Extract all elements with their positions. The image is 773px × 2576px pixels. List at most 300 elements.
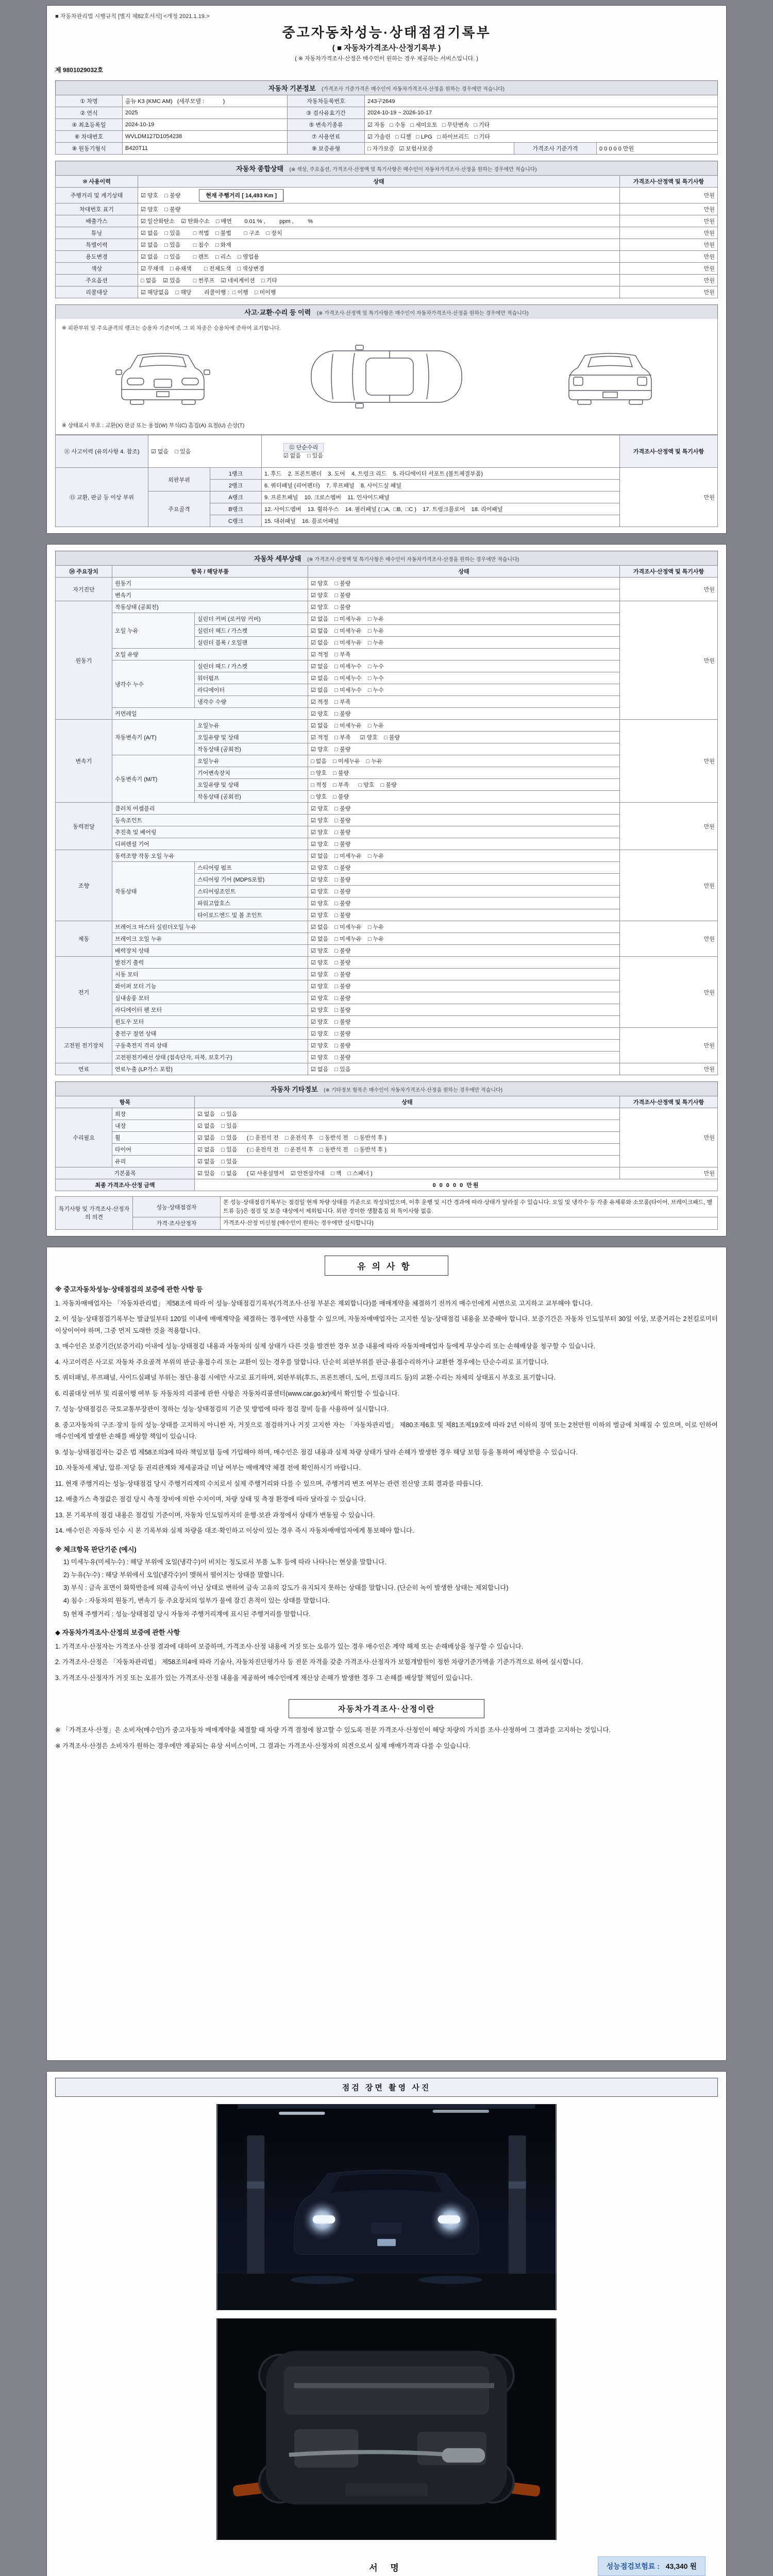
detail-item-state[interactable]: ☑ 없음 □ 미세누유 □ 누유 bbox=[308, 613, 620, 625]
detail-row bbox=[56, 589, 718, 601]
etc-row bbox=[56, 1144, 718, 1156]
detail-row bbox=[56, 862, 718, 874]
detail-item-label: 커먼레일 bbox=[112, 708, 308, 720]
summary-row bbox=[56, 227, 718, 239]
notice-item: 10. 자동차세 체납, 압류·저당 등 권리관계와 제세공과금 미납 여부는 매매계약 체결 전에 확인하시기 바랍니다. bbox=[55, 1464, 361, 1471]
detail-group-price: 만원 bbox=[620, 957, 718, 1028]
notice-item: 8. 중고자동차의 구조·장치 등의 성능·상태를 고지하지 아니한 자, 거짓으로 점검하거나 거짓 고지한 자는 「자동차관리법」 제80조제6호 및 제81조제19호에 따라 2년 이하의 징역 또는 2천만원 이하의 벌금에 처해질 수 있으며, 이로 인하여 매수인에게 발생한 손해를 배상할 책임이 있습니다. bbox=[55, 1421, 718, 1440]
summary-item-price: 만원 bbox=[620, 286, 718, 298]
panel-notices bbox=[46, 1247, 727, 2061]
plate-number-value: 243구2649 bbox=[365, 95, 718, 107]
detail-row bbox=[56, 945, 718, 957]
car-diagrams bbox=[61, 335, 712, 418]
detail-group-price: 만원 bbox=[620, 1028, 718, 1063]
rankB-items: 12. 사이드멤버 13. 휠하우스 14. 필러패널 ( □A, □B, □C ) 17. 트렁크플로어 18. 리어패널 bbox=[262, 503, 620, 515]
exchange-panel-label: ⑬ 교환, 판금 등 이상 부위 bbox=[56, 468, 148, 527]
detail-item-state[interactable]: ☑ 없음 □ 미세누수 □ 누수 bbox=[308, 660, 620, 672]
etc-info-table bbox=[55, 1096, 718, 1191]
appraisal-definition-lines bbox=[55, 1724, 718, 1752]
detail-item-state[interactable]: ☑ 양호 □ 불량 bbox=[308, 969, 620, 980]
notice-item: 12. 배출가스 측정값은 점검 당시 측정 장비에 의한 수치이며, 차량 상태 및 측정 환경에 따라 달라질 수 있습니다. bbox=[55, 1496, 366, 1503]
etc-item-state[interactable]: ☑ 없음 □ 있음 bbox=[195, 1108, 620, 1120]
first-registration-value: 2024-10-19 bbox=[123, 119, 288, 131]
section-etc-title: 자동차 기타정보 bbox=[270, 1086, 318, 1093]
detail-item-state[interactable]: ☑ 양호 □ 불량 bbox=[308, 826, 620, 838]
state-mark-legend: ※ 상태표시 부호 : 교환(X) 판금 또는 용접(W) 부식(C) 흠집(A) 요철(U) 손상(T) bbox=[62, 422, 245, 429]
detail-item-state[interactable]: ☑ 적정 □ 부족 bbox=[308, 649, 620, 660]
detail-device-label: 동력전달 bbox=[56, 803, 112, 850]
basic-items-label: 기본품목 bbox=[56, 1167, 195, 1179]
etc-row bbox=[56, 1156, 718, 1167]
detail-subitem-label: 오일누유 bbox=[195, 755, 308, 767]
summary-item-state[interactable]: ☑ 양호 □ 불량 현재 주행거리 [ 14,493 Km ] bbox=[138, 188, 620, 204]
notice-price-item: 2. 가격조사·산정은 「자동차관리법」 제58조의4에 따라 기술사, 자동차진단평가사 등 전문 자격을 갖춘 가격조사·산정자가 보험개발원이 정한 차량기준가액을 기준가격으로 하여 실시합니다. bbox=[55, 1658, 583, 1666]
accident-history-state[interactable]: ☑ 없음 □ 있음 bbox=[148, 435, 262, 468]
etc-item-state[interactable]: ☑ 없음 □ 있음 ( □ 운전석 전 □ 운전석 후 □ 동반석 전 □ 동반석 후 ) bbox=[195, 1144, 620, 1156]
panel-main-info bbox=[46, 5, 727, 534]
detail-device-label: 전기 bbox=[56, 957, 112, 1028]
notice-item: 2. 이 성능·상태점검기록부는 발급일부터 120일 이내에 매매계약을 체결하는 경우에만 사용할 수 있으며, 자동차매매업자는 고지한 성능·상태점검 내용을 보증해야 합니다. 보증기간은 자동차 인도일부터 30일 이상, 보증거리는 2천킬로미터 이상이어야 하며, 그중 먼저 도래한 것을 적용합니다. bbox=[55, 1315, 718, 1334]
detail-item-state[interactable]: ☑ 없음 □ 미세누유 □ 누유 bbox=[308, 625, 620, 637]
detail-item-state[interactable]: ☑ 양호 □ 불량 bbox=[308, 862, 620, 874]
detail-item-state[interactable]: ☑ 없음 □ 미세누유 □ 누유 bbox=[308, 637, 620, 649]
summary-row bbox=[56, 263, 718, 275]
detail-subitem-label: 스티어링조인트 bbox=[195, 886, 308, 897]
basic-row-year bbox=[56, 107, 718, 119]
rank1-name: 1랭크 bbox=[210, 468, 262, 480]
fuel-label: ⑦ 사용연료 bbox=[288, 131, 365, 143]
basic-row-engine bbox=[56, 143, 718, 155]
detail-item-state[interactable]: □ 없음 □ 미세누유 □ 누유 bbox=[308, 755, 620, 767]
detail-item-label: 고전원전기배선 상태 (접속단자, 피복, 보호기구) bbox=[112, 1052, 308, 1063]
section-overall-title: 자동차 종합상태 bbox=[236, 165, 283, 173]
accident-price-value: 만원 bbox=[620, 468, 718, 527]
detail-state-header: 상태 bbox=[308, 566, 620, 578]
detail-group-price: 만원 bbox=[620, 601, 718, 720]
detail-subitem-label: 오일유량 및 상태 bbox=[195, 732, 308, 743]
current-mileage-box: 현재 주행거리 [ 14,493 Km ] bbox=[199, 189, 283, 201]
detail-item-state[interactable]: ☑ 없음 □ 있음 bbox=[308, 1063, 620, 1075]
detail-item-label: 수동변속기 (M/T) bbox=[112, 755, 195, 803]
transmission-checkboxes[interactable]: ☑ 자동 □ 수동 □ 세미오토 □ 무단변속 □ 기타 bbox=[365, 119, 718, 131]
summary-item-label: 색상 bbox=[56, 263, 138, 275]
transmission-label: ⑤ 변속기종류 bbox=[288, 119, 365, 131]
etc-row bbox=[56, 1132, 718, 1144]
detail-row bbox=[56, 969, 718, 980]
outer-panel-label: 외판부위 bbox=[148, 468, 210, 492]
summary-item-price: 만원 bbox=[620, 275, 718, 286]
summary-item-label: 배출가스 bbox=[56, 215, 138, 227]
detail-item-state[interactable]: ☑ 양호 □ 불량 bbox=[308, 1028, 620, 1040]
notice-check-item: 4) 침수 : 자동차의 원동기, 변속기 등 주요장치의 일부가 물에 잠긴 흔적이 있는 상태를 말합니다. bbox=[63, 1597, 330, 1605]
notice-item: 11. 현재 주행거리는 성능·상태점검 당시 주행거리계의 수치로서 실제 주행거리와 다를 수 있으며, 주행거리 변조 여부는 관련 전산망 조회 결과를 따릅니다. bbox=[55, 1480, 483, 1487]
notice-item-list bbox=[55, 1298, 718, 1537]
inspection-period-value: 2024-10-19 ~ 2026-10-17 bbox=[365, 107, 718, 119]
detail-subitem-label: 타이로드엔드 및 볼 조인트 bbox=[195, 909, 308, 921]
detail-row bbox=[56, 992, 718, 1004]
detail-item-label: 추진축 및 베어링 bbox=[112, 826, 308, 838]
detail-item-label: 충전구 절연 상태 bbox=[112, 1028, 308, 1040]
detail-item-state[interactable]: ☑ 적정 □ 부족 ☑ 양호 □ 불량 bbox=[308, 732, 620, 743]
etc-group-price: 만원 bbox=[620, 1108, 718, 1167]
base-price-label: 가격조사 기준가격 bbox=[514, 143, 597, 155]
detail-item-state[interactable]: ☑ 양호 □ 불량 bbox=[308, 803, 620, 815]
section-accident-note: (※ 가격조사·산정액 및 특기사항은 매수인이 자동차가격조사·산정을 원하는 경우에만 적습니다) bbox=[316, 311, 529, 316]
detail-item-state[interactable]: ☑ 양호 □ 불량 bbox=[308, 589, 620, 601]
warranty-type-label: ⑨ 보증유형 bbox=[288, 143, 365, 155]
detail-row bbox=[56, 921, 718, 933]
detail-subitem-label: 오일누유 bbox=[195, 720, 308, 732]
rankC-name: C랭크 bbox=[210, 515, 262, 527]
first-registration-label: ④ 최초등록일 bbox=[56, 119, 123, 131]
rankC-items: 15. 대쉬패널 16. 플로어패널 bbox=[262, 515, 620, 527]
detail-item-label: 시동 모터 bbox=[112, 969, 308, 980]
detail-item-state[interactable]: ☑ 양호 □ 불량 bbox=[308, 578, 620, 589]
summary-item-price: 만원 bbox=[620, 263, 718, 275]
detail-subitem-label: 스티어링 펌프 bbox=[195, 862, 308, 874]
summary-item-price: 만원 bbox=[620, 204, 718, 215]
detail-row bbox=[56, 826, 718, 838]
etc-item-label: 타이어 bbox=[112, 1144, 195, 1156]
notice-item: 4. 사고이력은 사고로 자동차 주요골격 부위의 판금·용접수리 또는 교환이 있는 경우를 말합니다. 단순히 외판부위를 판금·용접수리하거나 교환한 경우에는 단순수리로 표기합니다. bbox=[55, 1358, 549, 1366]
notices-title: 유의사항 bbox=[325, 1256, 448, 1276]
repair-needed-label: 수리필요 bbox=[56, 1108, 112, 1167]
etc-item-state[interactable]: ☑ 없음 □ 있음 bbox=[195, 1120, 620, 1132]
notice-item: 13. 본 기록부의 점검 내용은 점검일 기준이며, 자동차 인도일까지의 운행·보관 과정에서 상태가 변동될 수 있습니다. bbox=[55, 1511, 375, 1519]
detail-item-state[interactable]: ☑ 없음 □ 미세누유 □ 누유 bbox=[308, 921, 620, 933]
plate-number-label: 자동차등록번호 bbox=[288, 95, 365, 107]
etc-row bbox=[56, 1108, 718, 1120]
detail-item-label: 등속조인트 bbox=[112, 815, 308, 826]
car-top-diagram bbox=[304, 341, 469, 413]
detail-subitem-label: 오일유량 및 상태 bbox=[195, 779, 308, 791]
rankA-name: A랭크 bbox=[210, 492, 262, 503]
notice-item: 14. 매수인은 자동차 인수 시 본 기록부와 실제 차량을 대조·확인하고 이상이 있는 경우 즉시 자동차매매업자에게 통보해야 합니다. bbox=[55, 1527, 414, 1534]
detail-row bbox=[56, 1028, 718, 1040]
notice-check-item: 5) 현재 주행거리 : 성능·상태점검 당시 자동차 주행거리계에 표시된 주행거리를 말합니다. bbox=[63, 1610, 311, 1618]
section-basic-info bbox=[55, 80, 718, 95]
basic-items-state[interactable]: ☑ 있음 □ 없음 ( ☑ 사용설명서 ☑ 안전삼각대 □ 잭 □ 스패너 ) bbox=[195, 1167, 620, 1179]
appraiser-label: 가격·조사산정자 bbox=[133, 1217, 221, 1230]
summary-item-price: 만원 bbox=[620, 239, 718, 251]
detail-item-state[interactable]: ☑ 양호 □ 불량 bbox=[308, 1052, 620, 1063]
detail-item-state[interactable]: ☑ 양호 □ 불량 bbox=[308, 1040, 620, 1052]
summary-row bbox=[56, 215, 718, 227]
detail-item-state[interactable]: ☑ 양호 □ 불량 bbox=[308, 957, 620, 969]
special-notes-table bbox=[55, 1196, 718, 1230]
document-page bbox=[46, 0, 727, 2576]
panel-photos bbox=[46, 2071, 727, 2576]
detail-item-state[interactable]: ☑ 양호 □ 불량 bbox=[308, 1004, 620, 1016]
appraisal-definition-title: 자동차가격조사·산정이란 bbox=[289, 1699, 484, 1718]
detail-item-state[interactable]: ☑ 양호 □ 불량 bbox=[308, 980, 620, 992]
detail-item-state[interactable]: □ 양호 □ 불량 bbox=[308, 767, 620, 779]
simple-repair-state[interactable]: ☑ 없음 □ 있음 bbox=[283, 453, 324, 459]
summary-item-state[interactable]: ☑ 없음 □ 있음 □ 침수 □ 화재 bbox=[138, 239, 620, 251]
notice-check-item: 2) 누유(누수) : 해당 부위에서 오일(냉각수)이 맺혀서 떨어지는 상태를 말합니다. bbox=[63, 1571, 284, 1579]
notice-item: 9. 성능·상태점검자는 같은 법 제58조의3에 따라 책임보험 등에 가입해야 하며, 매수인은 점검 내용과 실제 차량 상태가 달라 손해가 발생한 경우 해당 보험 등을 통하여 배상받을 수 있습니다. bbox=[55, 1448, 578, 1456]
section-overall-state bbox=[55, 161, 718, 175]
signature-label: 서 명 bbox=[369, 2563, 404, 2573]
summary-item-state[interactable]: ☑ 없음 □ 있음 □ 렌트 □ 리스 □ 영업용 bbox=[138, 251, 620, 263]
detail-item-label: 라디에이터 팬 모터 bbox=[112, 1004, 308, 1016]
detail-item-label: 윈도우 모터 bbox=[112, 1016, 308, 1028]
summary-item-label: 리콜대상 bbox=[56, 286, 138, 298]
detail-item-label: 작동상태 (공회전) bbox=[112, 601, 308, 613]
notice-price-item: 1. 가격조사·산정자는 가격조사·산정 결과에 대하여 보증하며, 가격조사·산정 내용에 거짓 또는 오류가 있는 경우 매수인은 계약 해제 또는 손해배상을 청구할 수 있습니다. bbox=[55, 1642, 524, 1650]
detail-row bbox=[56, 838, 718, 850]
etc-item-state[interactable]: ☑ 없음 □ 있음 bbox=[195, 1156, 620, 1167]
etc-header-row bbox=[56, 1096, 718, 1108]
rank-row-1 bbox=[56, 468, 718, 480]
detail-item-state[interactable]: ☑ 양호 □ 불량 bbox=[308, 992, 620, 1004]
detail-item-state[interactable]: ☑ 양호 □ 불량 bbox=[308, 909, 620, 921]
appraisal-warranty-list bbox=[55, 1641, 718, 1684]
rank2-name: 2랭크 bbox=[210, 480, 262, 492]
inspector-comment: 본 성능·상태점검기록부는 점검일 현재 차량 상태를 기준으로 작성되었으며, 이후 운행 및 시간 경과에 따라 상태가 달라질 수 있습니다. 오일 및 냉각수 등 각종 유체류와 소모품(타이어, 브레이크패드, 벨트류 등)은 점검 및 보증 대상에서 제외됩니다. 외판 경미한 생활흠집 외 특이사항 없음. bbox=[221, 1197, 718, 1217]
summary-item-label: 특별이력 bbox=[56, 239, 138, 251]
detail-item-state[interactable]: ☑ 양호 □ 불량 bbox=[308, 1016, 620, 1028]
insurance-fee-label: 성능점검보험료 : bbox=[606, 2562, 660, 2570]
detail-row bbox=[56, 850, 718, 862]
summary-item-state[interactable]: ☑ 일산화탄소 ☑ 탄화수소 □ 매연 0.01 % , ppm , % bbox=[138, 215, 620, 227]
inspection-photo-front bbox=[216, 2104, 557, 2310]
detail-group-price: 만원 bbox=[620, 850, 718, 921]
usage-history-header: ⑩ 사용이력 bbox=[56, 176, 138, 188]
document-title: 중고자동차성능·상태점검기록부 bbox=[282, 25, 491, 40]
detail-subitem-label: 작동상태 (공회전) bbox=[195, 743, 308, 755]
detail-row bbox=[56, 815, 718, 826]
detail-row bbox=[56, 613, 718, 625]
appraisal-note-line: ※ 가격조사·산정은 소비자가 원하는 경우에만 제공되는 유상 서비스이며, 그 결과는 가격조사·산정자의 의견으로서 실제 매매가격과 다를 수 있습니다. bbox=[55, 1742, 470, 1750]
inspection-period-label: ③ 검사유효기간 bbox=[288, 107, 365, 119]
panel-detail-state bbox=[46, 544, 727, 1236]
detail-row bbox=[56, 1063, 718, 1075]
etc-row bbox=[56, 1120, 718, 1132]
final-price-row bbox=[56, 1179, 718, 1191]
detail-row bbox=[56, 1004, 718, 1016]
notice-item: 6. 리콜대상 여부 및 리콜이행 여부 등 자동차의 리콜에 관한 사항은 자동차리콜센터(www.car.go.kr)에서 확인할 수 있습니다. bbox=[55, 1389, 399, 1397]
detail-group-price: 만원 bbox=[620, 921, 718, 957]
detail-item-label: 와이퍼 모터 기능 bbox=[112, 980, 308, 992]
detail-item-state[interactable]: □ 적정 □ 부족 □ 양호 □ 불량 bbox=[308, 779, 620, 791]
detail-item-label: 클러치 어셈블리 bbox=[112, 803, 308, 815]
rankB-name: B랭크 bbox=[210, 503, 262, 515]
simple-repair-cell[interactable] bbox=[262, 435, 620, 468]
etc-item-label: 내장 bbox=[112, 1120, 195, 1132]
notice-price-item: 3. 가격조사·산정자가 거짓 또는 오류가 있는 가격조사·산정 내용을 제공하여 매수인에게 재산상 손해가 발생한 경우 그 손해를 배상할 책임이 있습니다. bbox=[55, 1674, 473, 1682]
summary-row bbox=[56, 251, 718, 263]
main-frame-label: 주요골격 bbox=[148, 492, 210, 527]
engine-type-value: B420T11 bbox=[123, 143, 288, 155]
section-accident-history bbox=[55, 304, 718, 319]
summary-item-price: 만원 bbox=[620, 227, 718, 239]
detail-subitem-label: 실린더 헤드 / 가스켓 bbox=[195, 625, 308, 637]
detail-row bbox=[56, 649, 718, 660]
detail-subitem-label: 냉각수 수량 bbox=[195, 696, 308, 708]
photo-section-title: 점검 장면 촬영 사진 bbox=[55, 2078, 718, 2097]
detail-item-label: 구동축전지 격리 상태 bbox=[112, 1040, 308, 1052]
basic-info-table bbox=[55, 95, 718, 155]
etc-price-header: 가격조사·산정액 및 특기사항 bbox=[620, 1096, 718, 1108]
item-header: 항목 / 해당부품 bbox=[112, 566, 308, 578]
section-accident-title: 사고·교환·수리 등 이력 bbox=[244, 309, 311, 316]
detail-item-label: 연료누출 (LP가스 포함) bbox=[112, 1063, 308, 1075]
inspector-label: 성능·상태점검자 bbox=[133, 1197, 221, 1217]
overall-state-table bbox=[55, 175, 718, 298]
notice-check-item: 1) 미세누유(미세누수) : 해당 부위에 오일(냉각수)이 비치는 정도로서 부품 노후 등에 따라 나타나는 현상을 말합니다. bbox=[63, 1558, 386, 1566]
signature-area bbox=[55, 2553, 718, 2576]
detail-row bbox=[56, 708, 718, 720]
etc-item-label: 외장 bbox=[112, 1108, 195, 1120]
section-basic-note: (가격조사 기준가격은 매수인이 자동차가격조사·산정을 원하는 경우에만 적습니다) bbox=[322, 87, 505, 92]
detail-row bbox=[56, 933, 718, 945]
detail-row bbox=[56, 660, 718, 672]
accident-history-label: ⑪ 사고이력 (유의사항 4. 참조) bbox=[56, 435, 148, 468]
engine-type-label: ⑧ 원동기형식 bbox=[56, 143, 123, 155]
detail-subitem-label: 파워고압호스 bbox=[195, 897, 308, 909]
notice-check-item: 3) 부식 : 금속 표면이 화학반응에 의해 금속이 아닌 상태로 변하여 금속 고유의 강도가 유지되지 못하는 상태를 말합니다. (단순히 녹이 발생한 상태는 제외합니다) bbox=[63, 1584, 509, 1591]
section-detail-title: 자동차 세부상태 bbox=[254, 555, 301, 563]
warranty-type-checkboxes[interactable]: □ 자가보증 ☑ 보험사보증 bbox=[365, 143, 514, 155]
detail-item-state[interactable]: ☑ 없음 □ 미세누수 □ 누수 bbox=[308, 672, 620, 684]
detail-row bbox=[56, 1016, 718, 1028]
detail-item-label: 실내송풍 모터 bbox=[112, 992, 308, 1004]
form-reference: ■ 자동차관리법 시행규칙 [별지 제82호서식] <개정 2021.1.19.> bbox=[55, 13, 210, 20]
check-criteria-list bbox=[55, 1557, 718, 1620]
state-header: 상태 bbox=[138, 176, 620, 188]
summary-item-state[interactable]: ☑ 무채색 □ 유채색 □ 전체도색 □ 색상변경 bbox=[138, 263, 620, 275]
car-diagram-area bbox=[55, 319, 718, 435]
basic-row-vin bbox=[56, 131, 718, 143]
detail-item-state[interactable]: ☑ 양호 □ 불량 bbox=[308, 897, 620, 909]
final-price-value: 0 0 0 0 0 만원 bbox=[195, 1179, 718, 1191]
summary-item-state[interactable]: ☑ 해당없음 □ 해당 리콜이행 : □ 이행 □ 미이행 bbox=[138, 286, 620, 298]
inspection-insurance-fee-box bbox=[598, 2556, 705, 2576]
notice-item: 1. 자동차매매업자는 「자동차관리법」 제58조에 따라 이 성능·상태점검기록부(가격조사·산정 부분은 제외합니다)를 매매계약을 체결하기 전까지 매수인에게 서면으로 고지하고 교부해야 합니다. bbox=[55, 1299, 593, 1307]
car-name-label: ① 차명 bbox=[56, 95, 123, 107]
etc-item-header: 항목 bbox=[56, 1096, 195, 1108]
document-subtitle-note: ( ※ 자동차가격조사·산정은 매수인이 원하는 경우 제공하는 서비스입니다. ) bbox=[295, 56, 478, 62]
detail-row bbox=[56, 601, 718, 613]
rank1-items: 1. 후드 2. 프론트펜더 3. 도어 4. 트렁크 리드 5. 라디에이터 서포트 (볼트체결부품) bbox=[262, 468, 620, 480]
detail-item-label: 동력조향 작동 오일 누유 bbox=[112, 850, 308, 862]
detail-item-state[interactable]: ☑ 없음 □ 미세누유 □ 누유 bbox=[308, 850, 620, 862]
detail-item-state[interactable]: ☑ 양호 □ 불량 bbox=[308, 601, 620, 613]
detail-group-price: 만원 bbox=[620, 1063, 718, 1075]
vin-value: WVLDM127D1054238 bbox=[123, 131, 288, 143]
rank-row-a bbox=[56, 492, 718, 503]
summary-item-state[interactable]: ☑ 양호 □ 불량 bbox=[138, 204, 620, 215]
detail-item-label: 자동변속기 (A/T) bbox=[112, 720, 195, 755]
section-etc-note: (※ 기타정보 항목은 매수인이 자동차가격조사·산정을 원하는 경우에만 적습니다) bbox=[324, 1088, 503, 1093]
car-name-value: 올뉴 K3 (KMC AM) (세부모델 : ) bbox=[123, 95, 288, 107]
detail-item-state[interactable]: ☑ 적정 □ 부족 bbox=[308, 696, 620, 708]
detail-subitem-label: 작동상태 (공회전) bbox=[195, 791, 308, 803]
overall-header-row bbox=[56, 176, 718, 188]
detail-subitem-label: 실린더 헤드 / 가스켓 bbox=[195, 660, 308, 672]
detail-item-state[interactable]: ☑ 양호 □ 불량 bbox=[308, 945, 620, 957]
section-overall-note: (※ 색상, 주요옵션, 가격조사·산정액 및 특기사항은 매수인이 자동차가격조사·산정을 원하는 경우에만 적습니다) bbox=[289, 167, 537, 173]
summary-row bbox=[56, 275, 718, 286]
summary-item-label: 주요옵션 bbox=[56, 275, 138, 286]
detail-subitem-label: 실린더 커버 (로커암 커버) bbox=[195, 613, 308, 625]
detail-device-label: 제동 bbox=[56, 921, 112, 957]
car-front-diagram bbox=[104, 338, 222, 415]
basic-row-registration bbox=[56, 119, 718, 131]
detail-price-header: 가격조사·산정액 및 특기사항 bbox=[620, 566, 718, 578]
detail-device-label: 고전원 전기장치 bbox=[56, 1028, 112, 1063]
simple-repair-label: ⑫ 단순수리 bbox=[283, 443, 324, 452]
basic-items-row bbox=[56, 1167, 718, 1179]
detail-subitem-label: 실린더 블록 / 오일팬 bbox=[195, 637, 308, 649]
check-criteria-title: ※ 체크항목 판단기준 (예시) bbox=[55, 1545, 137, 1553]
detail-item-state[interactable]: ☑ 없음 □ 미세누유 □ 누유 bbox=[308, 720, 620, 732]
rankA-items: 9. 프론트패널 10. 크로스멤버 11. 인사이드패널 bbox=[262, 492, 620, 503]
appraiser-comment: 가격조사·산정 미신청 (매수인이 원하는 경우에만 실시합니다) bbox=[221, 1217, 718, 1230]
detail-item-label: 브레이크 마스터 실린더오일 누유 bbox=[112, 921, 308, 933]
inspection-photo-underbody bbox=[216, 2318, 557, 2540]
accident-history-table bbox=[55, 435, 718, 527]
section-detail-state bbox=[55, 551, 718, 565]
fuel-checkboxes[interactable]: ☑ 가솔린 □ 디젤 □ LPG □ 하이브리드 □ 기타 bbox=[365, 131, 718, 143]
detail-row bbox=[56, 1052, 718, 1063]
detail-row bbox=[56, 578, 718, 589]
summary-item-label: 튜닝 bbox=[56, 227, 138, 239]
detail-item-label: 작동상태 bbox=[112, 862, 195, 921]
detail-header-row bbox=[56, 566, 718, 578]
vin-label: ⑥ 차대번호 bbox=[56, 131, 123, 143]
basic-row-carname bbox=[56, 95, 718, 107]
detail-item-state[interactable]: ☑ 양호 □ 불량 bbox=[308, 838, 620, 850]
model-year-value: 2025 bbox=[123, 107, 288, 119]
detail-item-state[interactable]: ☑ 양호 □ 불량 bbox=[308, 874, 620, 886]
detail-item-state[interactable]: ☑ 없음 □ 미세누수 □ 누수 bbox=[308, 684, 620, 696]
document-number: 제 9801029032호 bbox=[55, 66, 104, 74]
detail-group-price: 만원 bbox=[620, 803, 718, 850]
section-etc-info bbox=[55, 1081, 718, 1096]
summary-item-label: 주행거리 및 계기상태 bbox=[56, 188, 138, 204]
detail-row bbox=[56, 957, 718, 969]
detail-item-label: 냉각수 누수 bbox=[112, 660, 195, 708]
detail-item-state[interactable]: ☑ 양호 □ 불량 bbox=[308, 815, 620, 826]
etc-item-state[interactable]: ☑ 없음 □ 있음 ( □ 운전석 전 □ 운전석 후 □ 동반석 전 □ 동반석 후 ) bbox=[195, 1132, 620, 1144]
section-basic-title: 자동차 기본정보 bbox=[268, 84, 316, 92]
detail-item-label: 원동기 bbox=[112, 578, 308, 589]
appraiser-opinion-row bbox=[56, 1217, 718, 1230]
detail-item-state[interactable]: ☑ 없음 □ 미세누유 □ 누유 bbox=[308, 933, 620, 945]
detail-item-label: 발전기 출력 bbox=[112, 957, 308, 969]
summary-row bbox=[56, 286, 718, 298]
summary-item-label: 용도변경 bbox=[56, 251, 138, 263]
detail-group-price: 만원 bbox=[620, 720, 718, 803]
detail-subitem-label: 기어변속장치 bbox=[195, 767, 308, 779]
summary-item-state[interactable]: ☑ 없음 □ 있음 □ 적법 □ 불법 □ 구조 □ 장치 bbox=[138, 227, 620, 239]
detail-device-label: 연료 bbox=[56, 1063, 112, 1075]
detail-item-state[interactable]: ☑ 양호 □ 불량 bbox=[308, 708, 620, 720]
etc-state-header: 상태 bbox=[195, 1096, 620, 1108]
basic-items-price: 만원 bbox=[620, 1167, 718, 1179]
summary-item-state[interactable]: □ 없음 ☑ 있음 □ 썬루프 ☑ 네비게이션 □ 기타 bbox=[138, 275, 620, 286]
detail-item-state[interactable]: ☑ 양호 □ 불량 bbox=[308, 886, 620, 897]
model-year-label: ② 연식 bbox=[56, 107, 123, 119]
detail-item-state[interactable]: □ 양호 □ 불량 bbox=[308, 791, 620, 803]
detail-item-label: 변속기 bbox=[112, 589, 308, 601]
summary-row bbox=[56, 239, 718, 251]
summary-row bbox=[56, 188, 718, 204]
inspector-opinion-row bbox=[56, 1197, 718, 1217]
detail-item-state[interactable]: ☑ 양호 □ 불량 bbox=[308, 743, 620, 755]
